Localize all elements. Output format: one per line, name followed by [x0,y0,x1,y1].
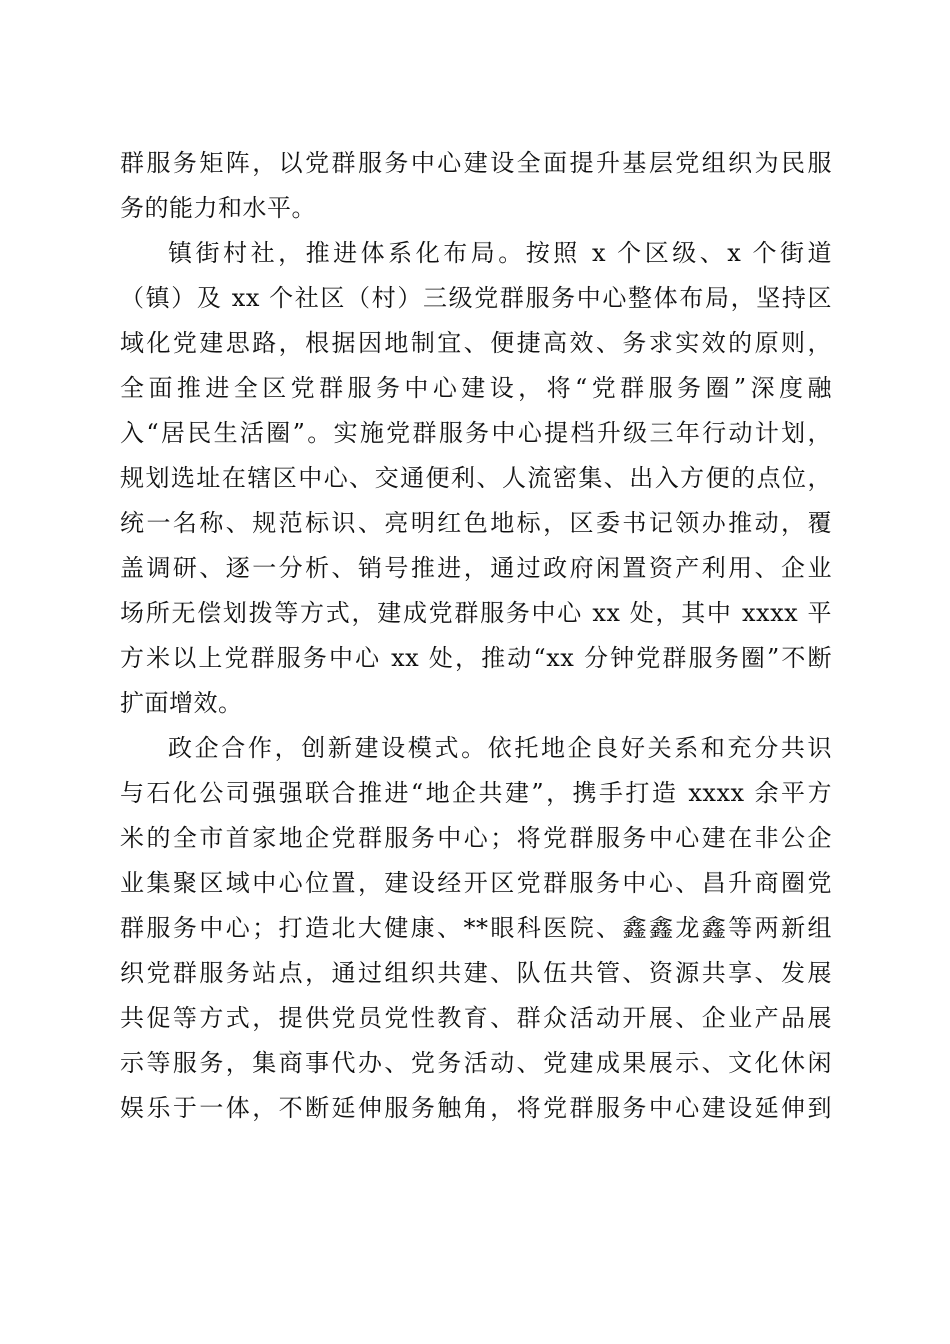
document-body [120,141,832,1131]
paragraph-line: 统一名称、规范标识、亮明红色地标，区委书记领办推动，覆 [120,509,832,537]
paragraph-line: 方米以上党群服务中心 xx 处，推动“xx 分钟党群服务圈”不断 [120,644,832,672]
paragraph-line: 群服务中心；打造北大健康、**眼科医院、鑫鑫龙鑫等两新组 [120,914,832,942]
paragraph-line: 镇街村社，推进体系化布局。按照 x 个区级、x 个街道 [168,239,832,267]
paragraph-line: 业集聚区域中心位置，建设经开区党群服务中心、昌升商圈党 [120,869,832,897]
paragraph-line: 米的全市首家地企党群服务中心；将党群服务中心建在非公企 [120,824,832,852]
paragraph-line: 娱乐于一体，不断延伸服务触角，将党群服务中心建设延伸到 [120,1094,832,1122]
paragraph-line: （镇）及 xx 个社区（村）三级党群服务中心整体布局，坚持区 [120,284,832,312]
paragraph-line: 盖调研、逐一分析、销号推进，通过政府闲置资产利用、企业 [120,554,832,582]
paragraph-line: 扩面增效。 [120,689,243,717]
paragraph-line: 织党群服务站点，通过组织共建、队伍共管、资源共享、发展 [120,959,832,987]
paragraph-line: 规划选址在辖区中心、交通便利、人流密集、出入方便的点位， [120,464,832,492]
paragraph-line: 全面推进全区党群服务中心建设，将“党群服务圈”深度融 [120,374,832,402]
paragraph-line: 与石化公司强强联合推进“地企共建”，携手打造 xxxx 余平方 [120,779,832,807]
paragraph-line: 政企合作，创新建设模式。依托地企良好关系和充分共识 [168,734,832,762]
paragraph-line: 域化党建思路，根据因地制宜、便捷高效、务求实效的原则， [120,329,832,357]
paragraph-line: 场所无偿划拨等方式，建成党群服务中心 xx 处，其中 xxxx 平 [120,599,832,627]
paragraph-line: 群服务矩阵，以党群服务中心建设全面提升基层党组织为民服 [120,149,832,177]
paragraph-line: 务的能力和水平。 [120,194,316,222]
paragraph-line: 入“居民生活圈”。实施党群服务中心提档升级三年行动计划， [120,419,832,447]
paragraph-line: 共促等方式，提供党员党性教育、群众活动开展、企业产品展 [120,1004,832,1032]
paragraph-line: 示等服务，集商事代办、党务活动、党建成果展示、文化休闲 [120,1049,832,1077]
